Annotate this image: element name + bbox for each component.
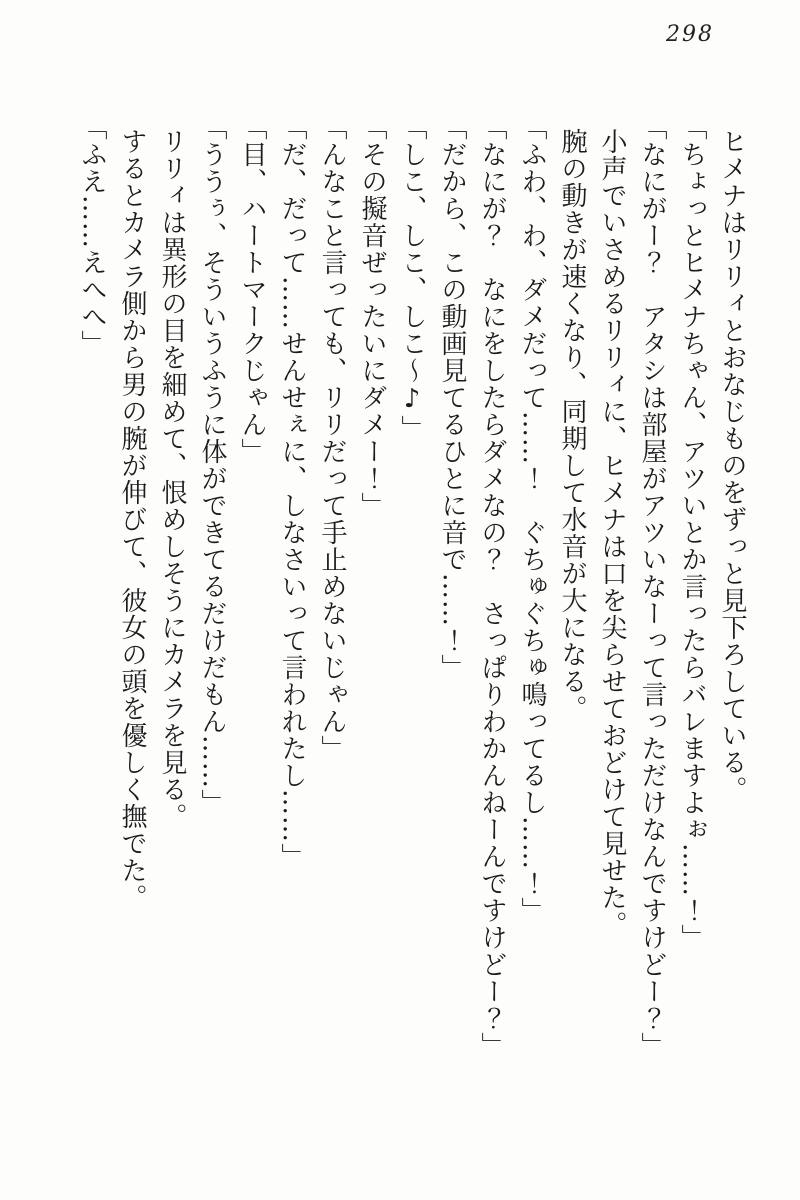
text-column: するとカメラ側から男の腕が伸びて、彼女の頭を優しく撫でた。 [117, 128, 147, 911]
text-column: 「ふえ……えへへ」 [77, 114, 107, 357]
text-column: 小声でいさめるリリィに、ヒメナは口を尖らせておどけて見せた。 [597, 128, 627, 938]
text-column: 「んなこと言っても、リリだって手止めないじゃん」 [317, 114, 347, 762]
text-column: 腕の動きが速くなり、同期して水音が大になる。 [557, 128, 587, 722]
text-column: 「なにがー？ アタシは部屋がアツいなーって言っただけなんですけどー？」 [637, 114, 667, 1059]
text-block [72, 114, 752, 1074]
text-column: ヒメナはリリィとおなじものをずっと見下ろしている。 [717, 128, 747, 803]
text-column: 「だ、だって……せんせぇに、しなさいって言われたし……」 [277, 114, 307, 870]
text-column: 「なにが？ なにをしたらダメなの？ さっぱりわかんねーんですけどー？」 [477, 114, 507, 1059]
text-column: 「その擬音ぜったいにダメー！」 [357, 114, 387, 519]
text-column: リリィは異形の目を細めて、恨めしそうにカメラを見る。 [157, 128, 187, 830]
text-column: 「だから、この動画見てるひとに音で……！」 [437, 114, 467, 681]
text-column: 「目、ハートマークじゃん」 [237, 114, 267, 465]
text-column: 「ふわ、わ、ダメだって……！ ぐちゅぐちゅ鳴ってるし……！」 [517, 114, 547, 924]
page-number: 298 [666, 22, 714, 47]
text-column: 「しこ、しこ、しこ〜♪」 [397, 114, 427, 442]
text-column: 「ううぅ、そういうふうに体ができてるだけだもん……」 [197, 114, 227, 816]
text-column: 「ちょっとヒメナちゃん、アツいとか言ったらバレますよぉ……！」 [677, 114, 707, 951]
